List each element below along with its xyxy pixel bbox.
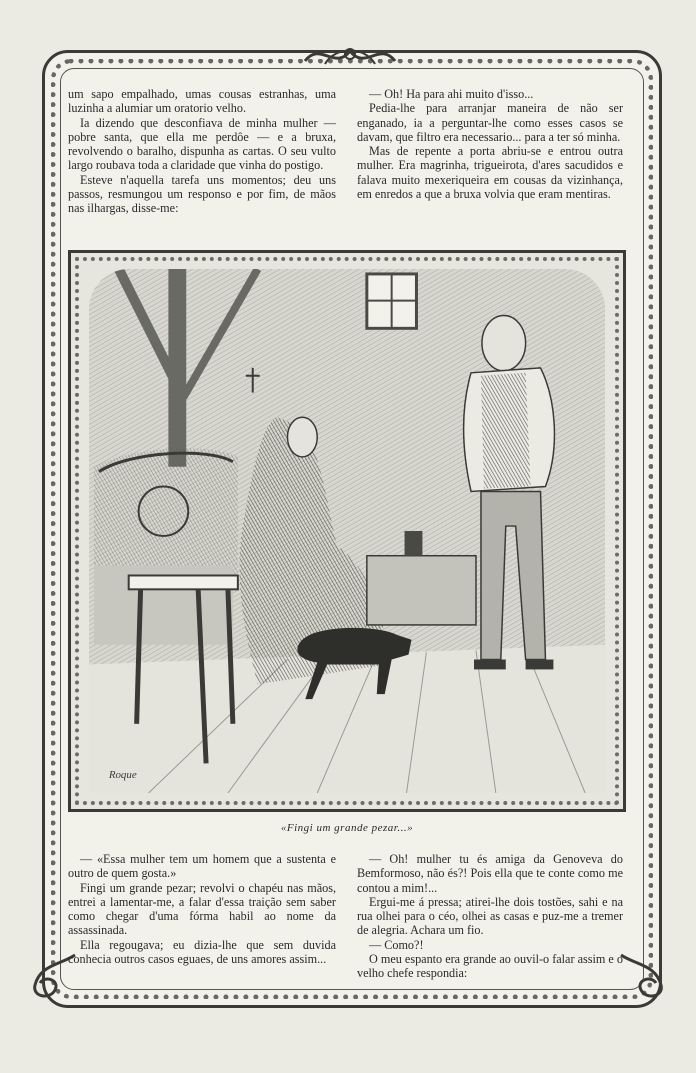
illustration-frame: [68, 250, 626, 812]
paragraph: — Como?!: [369, 937, 424, 952]
text-column-top-left: [68, 87, 336, 216]
engraving-illustration: [89, 269, 605, 793]
top-ornament-icon: [300, 36, 400, 76]
paragraph: Ia dizendo que desconfiava de minha mulher — pobre santa, que ella me perdôe — e a bruxa, revolvendo o baralho, dispunha as cartas. O seu vulto largo roubava toda a claridade que vinha do postigo.: [68, 115, 336, 173]
illustration-caption: «Fingi um grande pezar...»: [280, 822, 414, 834]
paragraph: Ella regougava; eu dizia-lhe que sem duvida conhecia outros casos eguaes, de uns amores assim...: [68, 937, 336, 967]
paragraph: Pedia-lhe para arranjar maneira de não ser enganado, ia a perguntar-lhe como esses casos se davam, que filtro era necessario... para a ter só minha.: [357, 101, 623, 144]
text-column-bottom-right: [357, 852, 623, 981]
paragraph: Esteve n'aquella tarefa uns momentos; deu uns passos, resmungou um responso e por fim, de mãos nas ilhargas, disse-me:: [68, 172, 336, 216]
paragraph: um sapo empalhado, umas cousas estranhas, uma luzinha a alumiar um oratorio velho.: [68, 87, 336, 116]
text-column-bottom-left: [68, 852, 336, 966]
paragraph: — Oh! mulher tu és amiga da Genoveva do Bemformoso, não és?! Pois ella que te conte como me contou a mim!...: [357, 852, 623, 895]
paragraph: — Oh! Ha para ahi muito d'isso...: [369, 87, 534, 101]
svg-text:Roque: Roque: [108, 769, 137, 782]
text-column-top-right: [357, 87, 623, 201]
bottom-right-ornament-icon: [616, 945, 676, 1005]
scene-illustration-icon: [89, 269, 605, 793]
paragraph: Ergui-me á pressa; atirei-lhe dois tostões, sahi e na rua olhei para o céo, olhei as casas e puz-me a tremer de alegria. Achara um fio.: [357, 894, 623, 938]
paragraph: Mas de repente a porta abriu-se e entrou outra mulher. Era magrinha, trigueirota, d'ares sacudidos e falava muito mexeriqueira em cousas da vizinhança, em enredos a que a bruxa volvia que eram mentiras.: [357, 144, 623, 202]
paragraph: — «Essa mulher tem um homem que a sustenta e outro de quem gosta.»: [68, 852, 336, 881]
paragraph: Fingi um grande pezar; revolvi o chapéu nas mãos, entrei a lamentar-me, a falar d'essa traição sem saber como chegar d'uma fórma habil ao nome da assassinada.: [68, 880, 336, 938]
paragraph: O meu espanto era grande ao ouvil-o falar assim e o velho chefe respondia:: [357, 952, 623, 981]
